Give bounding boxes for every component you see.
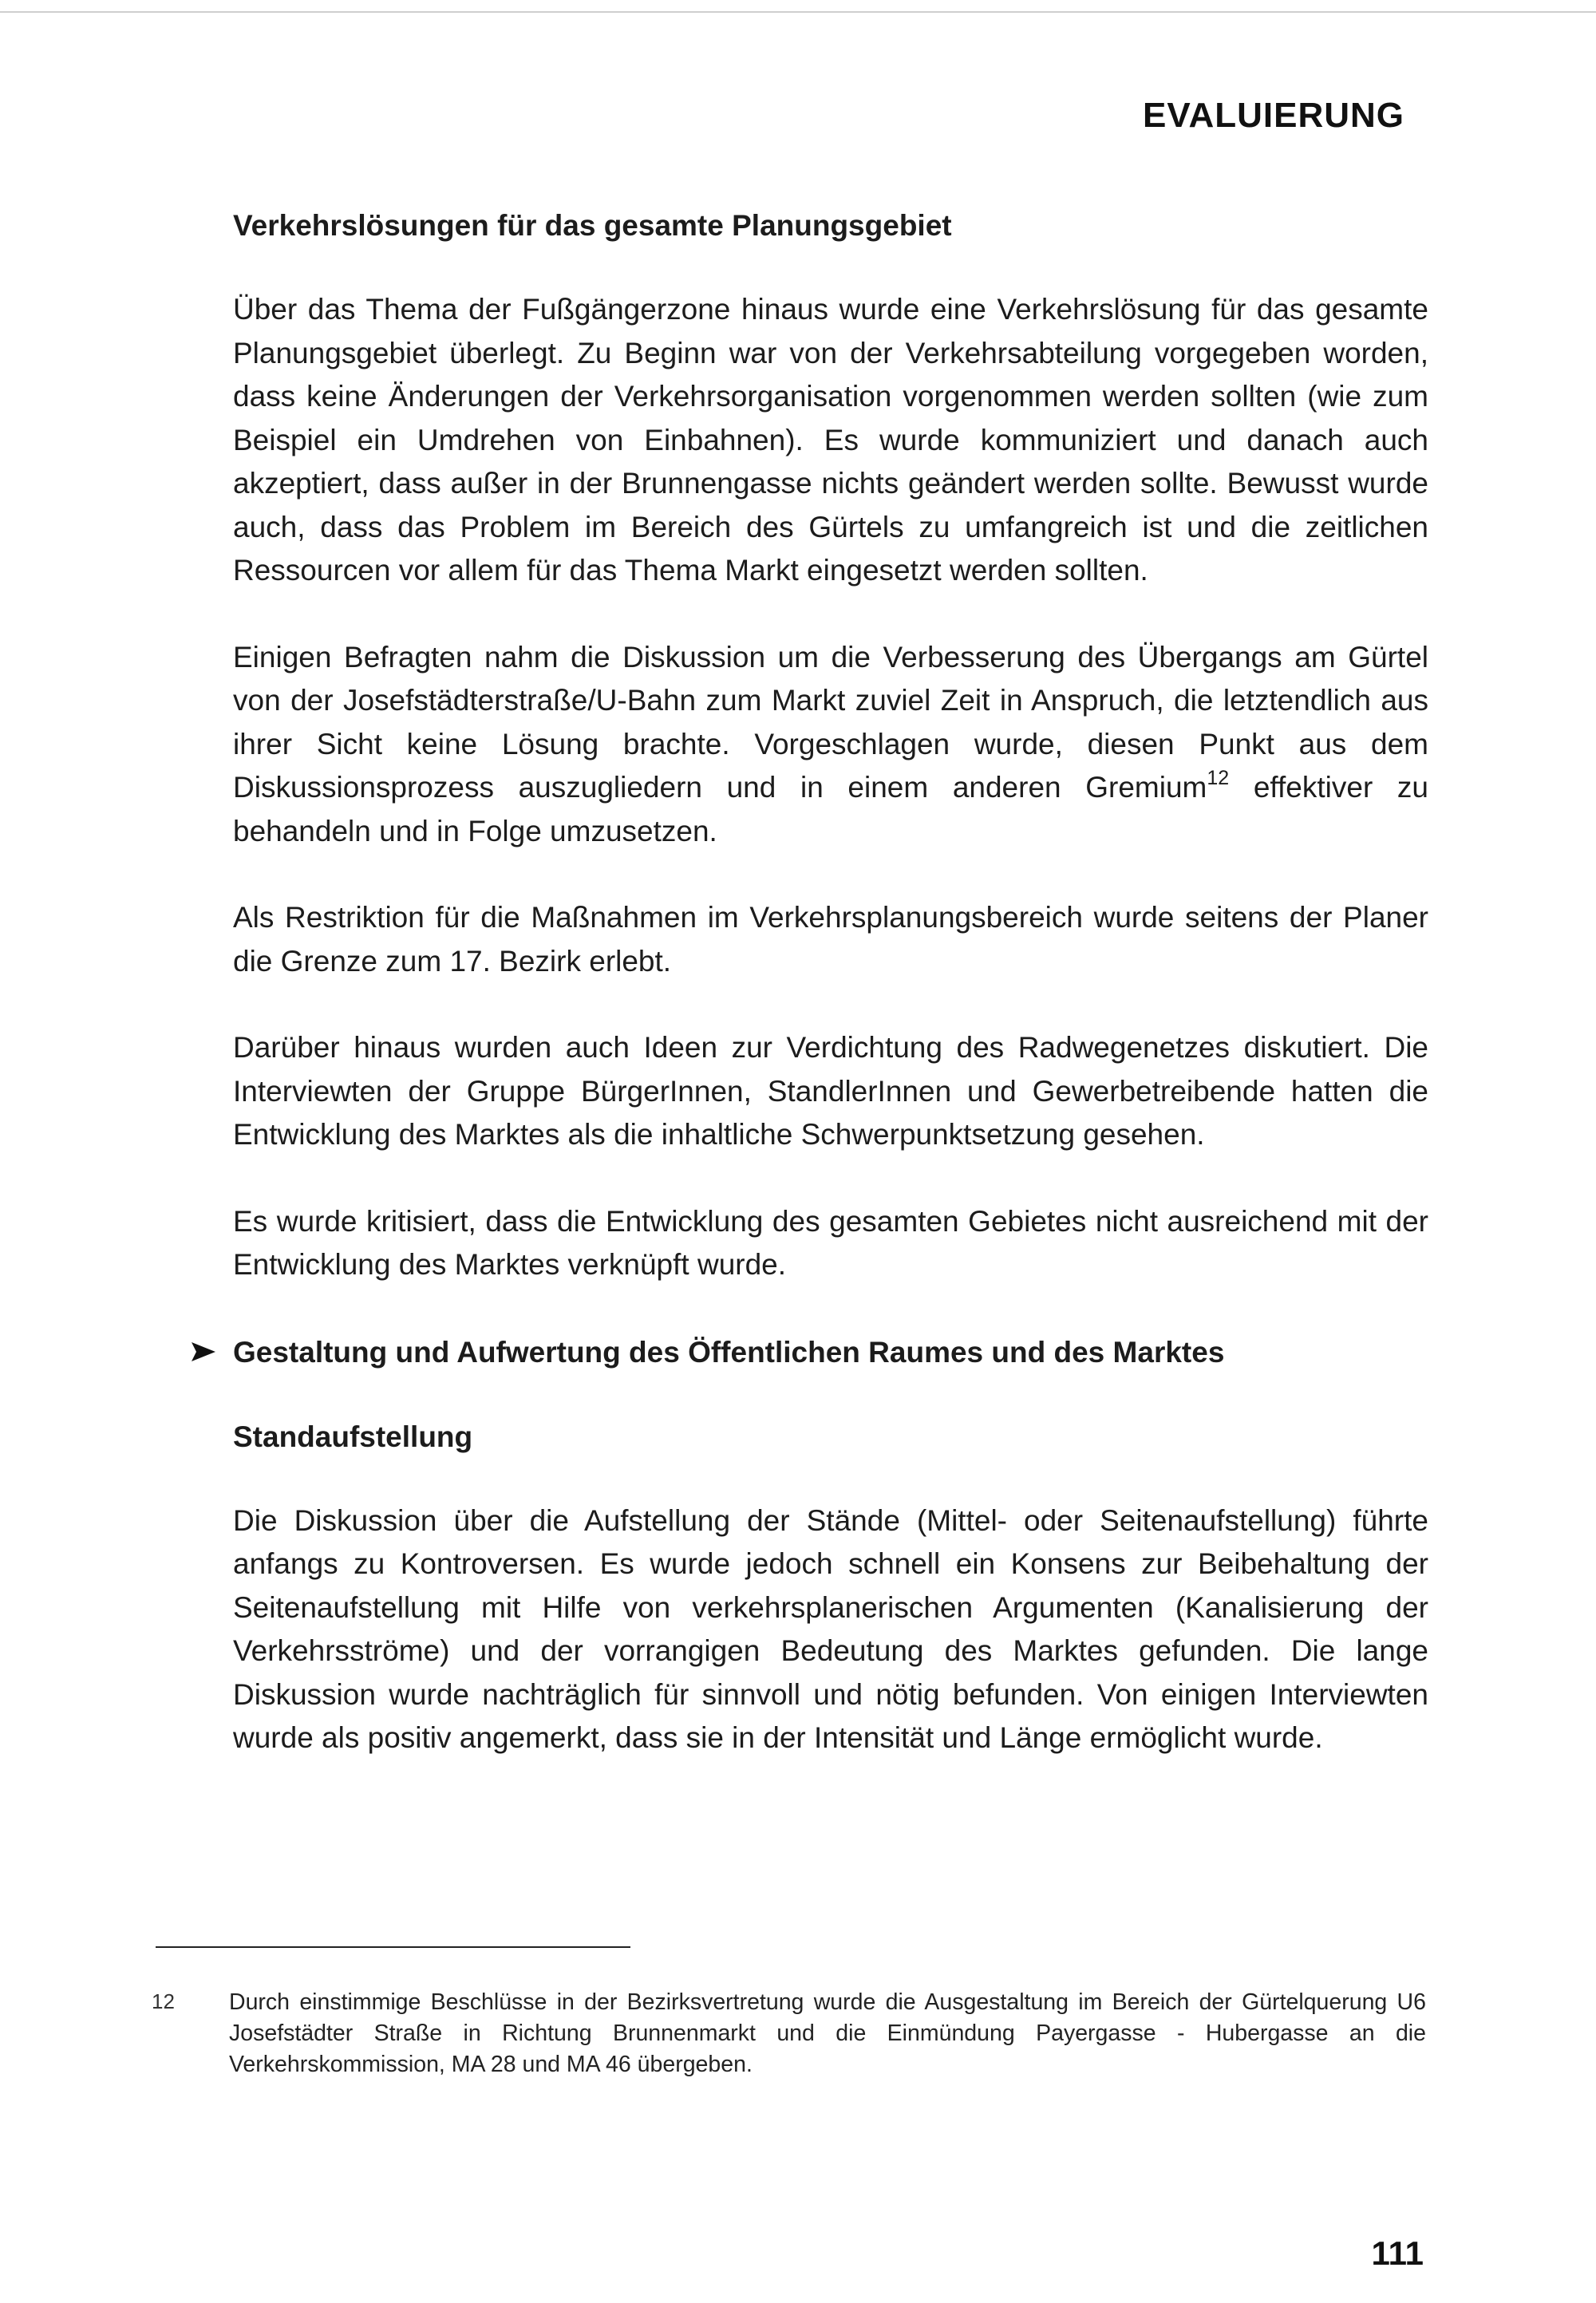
section-heading-design-text: Gestaltung und Aufwertung des Öffentlichen Raumes und des Marktes [233,1335,1225,1369]
paragraph-design: Die Diskussion über die Aufstellung der Stände (Mittel- oder Seitenaufstellung) führte anfangs zu Kontroversen. Es wurde jedoch schnell ein Konsens zur Beibehaltung der Seitenaufstellung mit Hilfe von verkehrsplanerischen Argumenten (Kanalisierung der Verkehrsströme) und der vorrangigen Bedeutung des Marktes gefunden. Die lange Diskussion wurde nachträglich für sinnvoll und nötig befunden. Von einigen Interviewten wurde als positiv angemerkt, dass sie in der Intensität und Länge ermöglicht wurde. [233,1503,1428,1754]
footnote-reference: 12 [1207,767,1230,789]
page-number: 111 [1371,2234,1424,2272]
paragraph-traffic-2-tail: effektiver zu behandeln und in Folge umzusetzen. [233,771,1428,847]
paragraph-traffic-3: Als Restriktion für die Maßnahmen im Verkehrsplanungsbereich wurde seitens der Planer die Grenze zum 17. Bezirk erlebt. [233,901,1428,978]
footnote-number: 12 [152,1989,175,2013]
paragraph-traffic-5: Es wurde kritisiert, dass die Entwicklung des gesamten Gebietes nicht ausreichend mit der Entwicklung des Marktes verknüpft wurde. [233,1204,1428,1281]
main-content [233,203,1428,1760]
subheading-standaufstellung: Standaufstellung [233,1420,473,1453]
paragraph-traffic-4: Darüber hinaus wurden auch Ideen zur Verdichtung des Radwegenetzes diskutiert. Die Interviewten der Gruppe BürgerInnen, StandlerInnen und Gewerbetreibende hatten die Entwicklung des Marktes als die inhaltliche Schwerpunktsetzung gesehen. [233,1031,1428,1151]
paragraph-traffic-2 [233,636,1428,854]
paragraph-traffic-1: Über das Thema der Fußgängerzone hinaus wurde eine Verkehrslösung für das gesamte Planungsgebiet überlegt. Zu Beginn war von der Verkehrsabteilung vorgegeben worden, dass keine Änderungen der Verkehrsorganisation vorgenommen werden sollten (wie zum Beispiel ein Umdrehen von Einbahnen). Es wurde kommuniziert und danach auch akzeptiert, dass außer in der Brunnengasse nichts geändert werden sollte. Bewusst wurde auch, dass das Problem im Bereich des Gürtels zu umfangreich ist und die zeitlichen Ressourcen vor allem für das Thema Markt eingesetzt werden sollten. [233,293,1428,587]
paragraph-traffic-2-text: Einigen Befragten nahm die Diskussion um die Verbesserung des Übergangs am Gürtel von der Josefstädterstraße/U-Bahn zum Markt zuviel Zeit in Anspruch, die letztendlich aus ihrer Sicht keine Lösung brachte. Vorgeschlagen wurde, diesen Punkt aus dem Diskussionsprozess auszugliedern und in einem anderen Gremium [233,640,1428,804]
section-heading-design [233,1330,1428,1374]
top-scan-rule [0,11,1596,13]
section-heading-traffic: Verkehrslösungen für das gesamte Planungsgebiet [233,209,952,242]
footnote-divider [156,1946,630,1948]
arrow-bullet-icon [192,1342,215,1361]
footnote-text: Durch einstimmige Beschlüsse in der Bezirksvertretung wurde die Ausgestaltung im Bereich der Gürtelquerung U6 Josefstädter Straße in Richtung Brunnenmarkt und die Einmündung Payergasse - Hubergasse an die Verkehrskommission, MA 28 und MA 46 übergeben. [229,1989,1426,2077]
chapter-header: EVALUIERUNG [1143,96,1404,135]
